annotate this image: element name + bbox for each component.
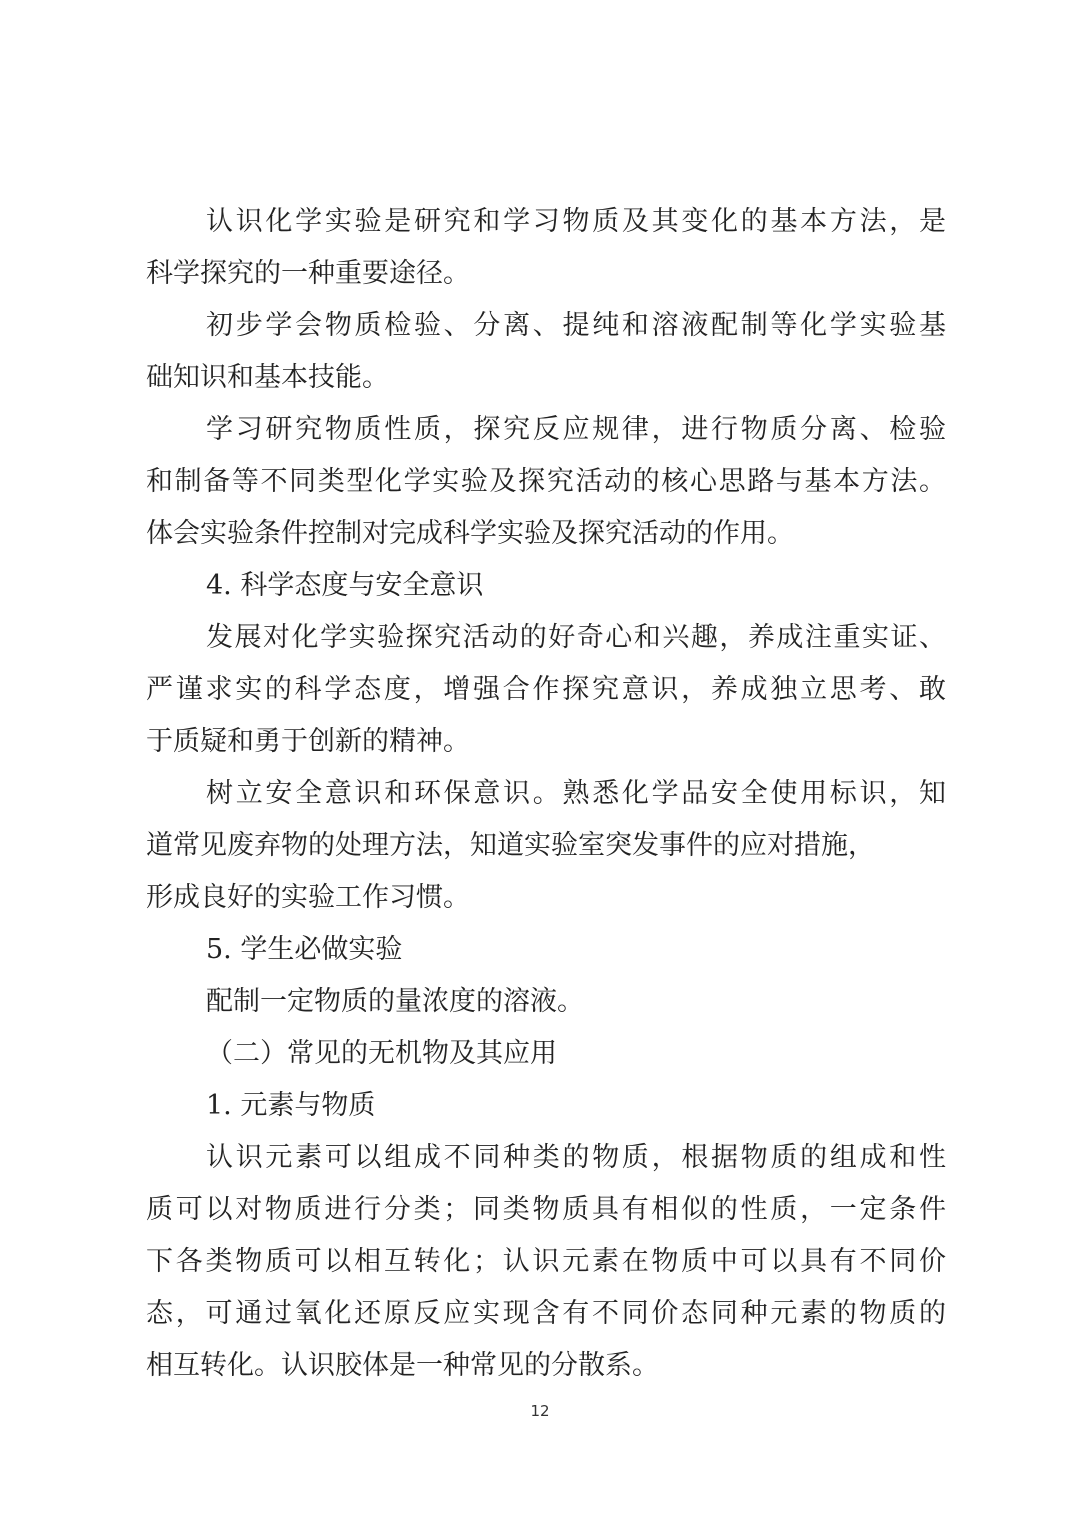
paragraph-line: 认识化学实验是研究和学习物质及其变化的基本方法，是 bbox=[206, 206, 946, 237]
paragraph-line: 态，可通过氧化还原反应实现含有不同价态同种元素的物质的 bbox=[146, 1298, 946, 1329]
paragraph-line: 树立安全意识和环保意识。熟悉化学品安全使用标识，知 bbox=[206, 778, 946, 809]
document-body bbox=[146, 196, 946, 1392]
paragraph-line: 和制备等不同类型化学实验及探究活动的核心思路与基本方法。 bbox=[146, 466, 946, 497]
paragraph-line: 道常见废弃物的处理方法，知道实验室突发事件的应对措施， bbox=[146, 830, 875, 861]
paragraph-line: 严谨求实的科学态度，增强合作探究意识，养成独立思考、敢 bbox=[146, 674, 946, 705]
paragraph-line: 学习研究物质性质，探究反应规律，进行物质分离、检验 bbox=[206, 414, 946, 445]
paragraph-line: 初步学会物质检验、分离、提纯和溶液配制等化学实验基 bbox=[206, 310, 946, 341]
paragraph-line: 发展对化学实验探究活动的好奇心和兴趣，养成注重实证、 bbox=[206, 622, 946, 653]
paragraph-line: 形成良好的实验工作习惯。 bbox=[146, 882, 470, 913]
paragraph-line: 相互转化。认识胶体是一种常见的分散系。 bbox=[146, 1350, 659, 1381]
paragraph-line: 科学探究的一种重要途径。 bbox=[146, 258, 470, 289]
paragraph-line: 下各类物质可以相互转化；认识元素在物质中可以具有不同价 bbox=[146, 1246, 946, 1277]
paragraph-line: 质可以对物质进行分类；同类物质具有相似的性质，一定条件 bbox=[146, 1194, 946, 1225]
section-heading: （二）常见的无机物及其应用 bbox=[206, 1038, 557, 1069]
paragraph-line: 于质疑和勇于创新的精神。 bbox=[146, 726, 470, 757]
paragraph-line: 体会实验条件控制对完成科学实验及探究活动的作用。 bbox=[146, 518, 794, 549]
section-heading: 5. 学生必做实验 bbox=[206, 934, 403, 965]
page-number: 12 bbox=[530, 1402, 550, 1420]
section-heading: 1. 元素与物质 bbox=[206, 1090, 376, 1121]
section-heading: 4. 科学态度与安全意识 bbox=[206, 570, 484, 601]
paragraph-line: 配制一定物质的量浓度的溶液。 bbox=[206, 986, 584, 1017]
paragraph-line: 础知识和基本技能。 bbox=[146, 362, 389, 393]
paragraph-line: 认识元素可以组成不同种类的物质，根据物质的组成和性 bbox=[206, 1142, 946, 1173]
